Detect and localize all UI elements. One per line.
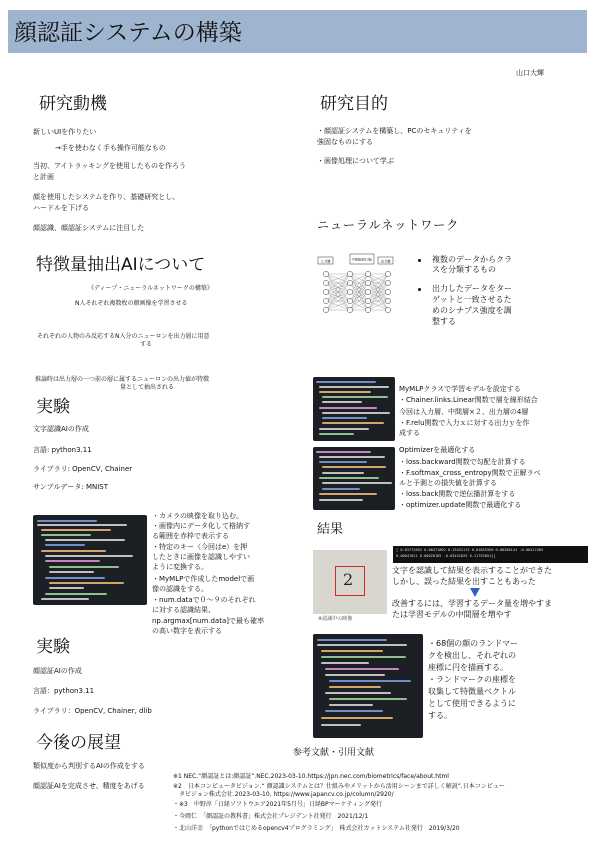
nn-bullet-line: めのシナプス強度を調 xyxy=(432,306,512,315)
nn-neuron xyxy=(323,298,328,303)
exp2-note: ・68個の顔のランドマー xyxy=(428,639,519,648)
mlp-line: ・optimizer.update関数で最適化する xyxy=(399,501,522,509)
nn-label-hidden: 中間層(隠れ層) xyxy=(351,257,373,262)
features-heading: 特徴量抽出AIについて xyxy=(36,255,206,275)
exp2-heading: 実験 xyxy=(36,637,70,657)
nn-bullet-line: ゲットと一致させるた xyxy=(432,295,512,304)
nn-neuron xyxy=(365,307,370,312)
motivation-line: と計画 xyxy=(33,173,54,181)
exp2-line: ライブラリ：OpenCV, Chainer, dlib xyxy=(33,707,152,715)
motivation-line: 顔を使用したシステムを作り、基礎研究とし、 xyxy=(33,193,180,201)
nn-neuron xyxy=(385,289,390,294)
exp1-note: に対する認識結果、 xyxy=(152,606,215,614)
code-screenshot xyxy=(313,447,395,510)
nn-neuron xyxy=(365,289,370,294)
nn-neuron xyxy=(347,289,352,294)
page-title: 顔認証システムの構築 xyxy=(14,20,242,46)
exp1-note: ・MyMLPで作成したmodelで画 xyxy=(152,575,255,583)
exp2-note: する。 xyxy=(428,711,452,720)
exp2-note: クを検出し、それぞれの xyxy=(428,651,516,660)
result-line: 改善するには、学習するデータ量を増やすま xyxy=(392,599,552,608)
nn-neuron xyxy=(385,298,390,303)
bullet-dot xyxy=(418,259,421,262)
future-heading: 今後の展望 xyxy=(36,733,121,753)
result-line: 文字を認識して結果を表示することができた xyxy=(392,566,552,575)
exp2-line: 言語：python3.11 xyxy=(33,687,95,695)
nn-label-input: 入力層 xyxy=(320,259,331,264)
exp1-note: る範囲を赤枠で表示する xyxy=(152,532,229,540)
result-console xyxy=(393,546,588,563)
console-line: [ 0.83772652 0.06471802 0.13451175 0.01835350 0.08380141 -0.06417485 xyxy=(396,548,544,552)
nn-neuron xyxy=(323,280,328,285)
reference-item: ・北山洋幸 「pythonではじめるopencv4プログラミング」 株式会社カットシステム社発行 2019/3/20 xyxy=(173,825,460,832)
nn-neuron xyxy=(365,280,370,285)
result-heading: 結果 xyxy=(317,522,344,537)
mlp-line: Optimizerを最適化する xyxy=(399,446,476,454)
mlp-line: 成する xyxy=(399,429,420,437)
refs-heading: 参考文献・引用文献 xyxy=(293,748,375,758)
features-line: 推論時は出力層の一つ前の層に属するニューロンの出力値が特徴 xyxy=(35,376,210,383)
exp1-note: ・カメラの映像を取り込む。 xyxy=(152,512,243,520)
features-line: 量として抽出される xyxy=(120,384,175,391)
exp1-note: ・画像内にデータ化して格納す xyxy=(152,522,250,530)
exp1-line: 言語: python3.11 xyxy=(33,446,92,454)
nn-neuron xyxy=(347,280,352,285)
nn-neuron xyxy=(347,307,352,312)
nn-neuron xyxy=(323,289,328,294)
features-line: それぞれの人物のみ反応するN入分のニューロンを出力層に用意 xyxy=(37,333,210,340)
motivation-line: ハードルを下げる xyxy=(33,204,89,212)
mlp-line: ・Chainer.links.Linear関数で層を線形結合 xyxy=(399,396,538,404)
console-line: 0.00047021 0.00028185 -0.03451825 0.11753051]] xyxy=(396,554,496,558)
nn-heading: ニューラルネットワーク xyxy=(317,218,460,232)
exp1-note: ・num.dataで０～９のそれぞれ xyxy=(152,596,256,604)
code-screenshot xyxy=(33,515,147,605)
reference-item: ・※3 中野淳「日経ソフトウエア2021年5月号」日経BPマーケティング発行 xyxy=(173,801,382,808)
exp1-line: ライブラリ: OpenCV, Chainer xyxy=(33,465,133,473)
bullet-dot xyxy=(418,288,421,291)
nn-neuron xyxy=(347,271,352,276)
reference-item: ・今岡仁 「顔認証の教科書」株式会社プレジデント社発行 2021/12/1 xyxy=(173,813,369,820)
motivation-line: 新しいUIを作りたい xyxy=(33,128,97,136)
exp2-note: ・ランドマークの座標を xyxy=(428,675,516,684)
future-line: 顔認証AIを完成させ、精度をあげる xyxy=(33,782,145,790)
nn-neuron xyxy=(385,280,390,285)
nn-neuron xyxy=(385,307,390,312)
motivation-line: →手を使わなく手も操作可能なもの xyxy=(55,144,166,152)
exp1-line: 文字認識AIの作成 xyxy=(33,425,89,433)
code-screenshot xyxy=(313,377,395,441)
future-line: 類似度から判別するAIの作成をする xyxy=(33,762,145,770)
exp2-line: 顔認証AIの作成 xyxy=(33,667,82,675)
nn-bullet-line: 出力したデータをター xyxy=(432,284,512,293)
mlp-line: 今回は入力層、中間層×２、出力層の4層 xyxy=(399,408,529,416)
camera-caption: ※認識中の映像 xyxy=(318,616,353,622)
result-line: たは学習モデルの中間層を増やす xyxy=(392,610,512,619)
exp1-line: サンプルデータ: MNIST xyxy=(33,483,109,491)
arrow-down-icon xyxy=(470,588,480,597)
nn-neuron xyxy=(365,271,370,276)
nn-neuron xyxy=(385,271,390,276)
author-name: 山口大輝 xyxy=(516,69,544,77)
camera-image xyxy=(313,550,387,614)
nn-neuron xyxy=(347,298,352,303)
exp1-note: の高い数字を表示する xyxy=(152,627,222,635)
exp1-note: 像の認識をする。 xyxy=(152,585,208,593)
mlp-line: ルと予測との損失値を計算する xyxy=(399,479,497,487)
purpose-line: 強固なものにする xyxy=(317,138,373,146)
features-line: する xyxy=(140,341,153,348)
nn-bullet-line: 複数のデータからクラ xyxy=(432,255,512,264)
purpose-line: ・顔認証システムを構築し、PCのセキュリティを xyxy=(317,127,472,135)
digit-image: 2 xyxy=(343,570,354,589)
nn-bullet-line: 整する xyxy=(432,317,456,326)
nn-neuron xyxy=(323,307,328,312)
result-line: しかし、誤った結果を出すこともあった xyxy=(392,577,536,586)
mlp-line: ・F.relu関数で入力ｘに対する出力ｙを作 xyxy=(399,419,530,427)
motivation-line: 当初、アイトラッキングを使用したものを作ろう xyxy=(33,162,187,170)
features-sub: 《ディープ・ニューラルネットワークの構築》 xyxy=(88,285,213,292)
exp1-heading: 実験 xyxy=(36,397,70,417)
exp1-note: ・特定のキー（今回はe）を押 xyxy=(152,543,248,551)
features-line: N人それぞれ複数枚の顔画像を学習させる xyxy=(75,300,188,307)
motivation-line: 顔認識、顔認証システムに注目した xyxy=(33,224,145,232)
nn-neuron xyxy=(365,298,370,303)
motivation-heading: 研究動機 xyxy=(39,94,107,114)
mlp-line: ・loss.back関数で逆伝播計算をする xyxy=(399,490,516,498)
reference-item: タビジョン株式会社.2023-03-10. https://www.japancv.co.jp/column/2920/ xyxy=(173,791,394,798)
nn-diagram xyxy=(312,248,409,320)
purpose-heading: 研究目的 xyxy=(320,94,388,114)
mlp-line: ・F.softmax_cross_entropy関数で正解ラベ xyxy=(399,469,541,477)
exp2-note: 座標に円を描画する。 xyxy=(428,663,508,672)
nn-bullet-line: スを分類するもの xyxy=(432,265,496,274)
exp1-note: したときに画像を認識しやすい xyxy=(152,553,250,561)
exp1-note: np.argmax[num.data]で最も確率 xyxy=(152,617,264,625)
exp2-note: 収集して特徴量ベクトル xyxy=(428,687,516,696)
nn-neuron xyxy=(323,271,328,276)
exp1-note: ように変換する。 xyxy=(152,563,208,571)
exp2-note: として使用できるように xyxy=(428,699,516,708)
code-screenshot xyxy=(313,634,423,738)
mlp-line: ・loss.backward関数で勾配を計算する xyxy=(399,458,526,466)
reference-item: ※2 日本コンピュータビジョン.“ 顔認識システムとは？仕組みやメリットから活用シーンまで詳しく解説”.日本コンピュー xyxy=(173,783,505,790)
mlp-line: MyMLPクラスで学習モデルを設定する xyxy=(399,385,521,393)
nn-label-output: 出力層 xyxy=(380,259,391,264)
reference-item: ※1 NEC.“顔認証とは:顔認証”.NEC.2023-03-10.https://jpn.nec.com/biometrics/face/about.html xyxy=(173,773,449,780)
purpose-line: ・画像処理について学ぶ xyxy=(317,157,394,165)
